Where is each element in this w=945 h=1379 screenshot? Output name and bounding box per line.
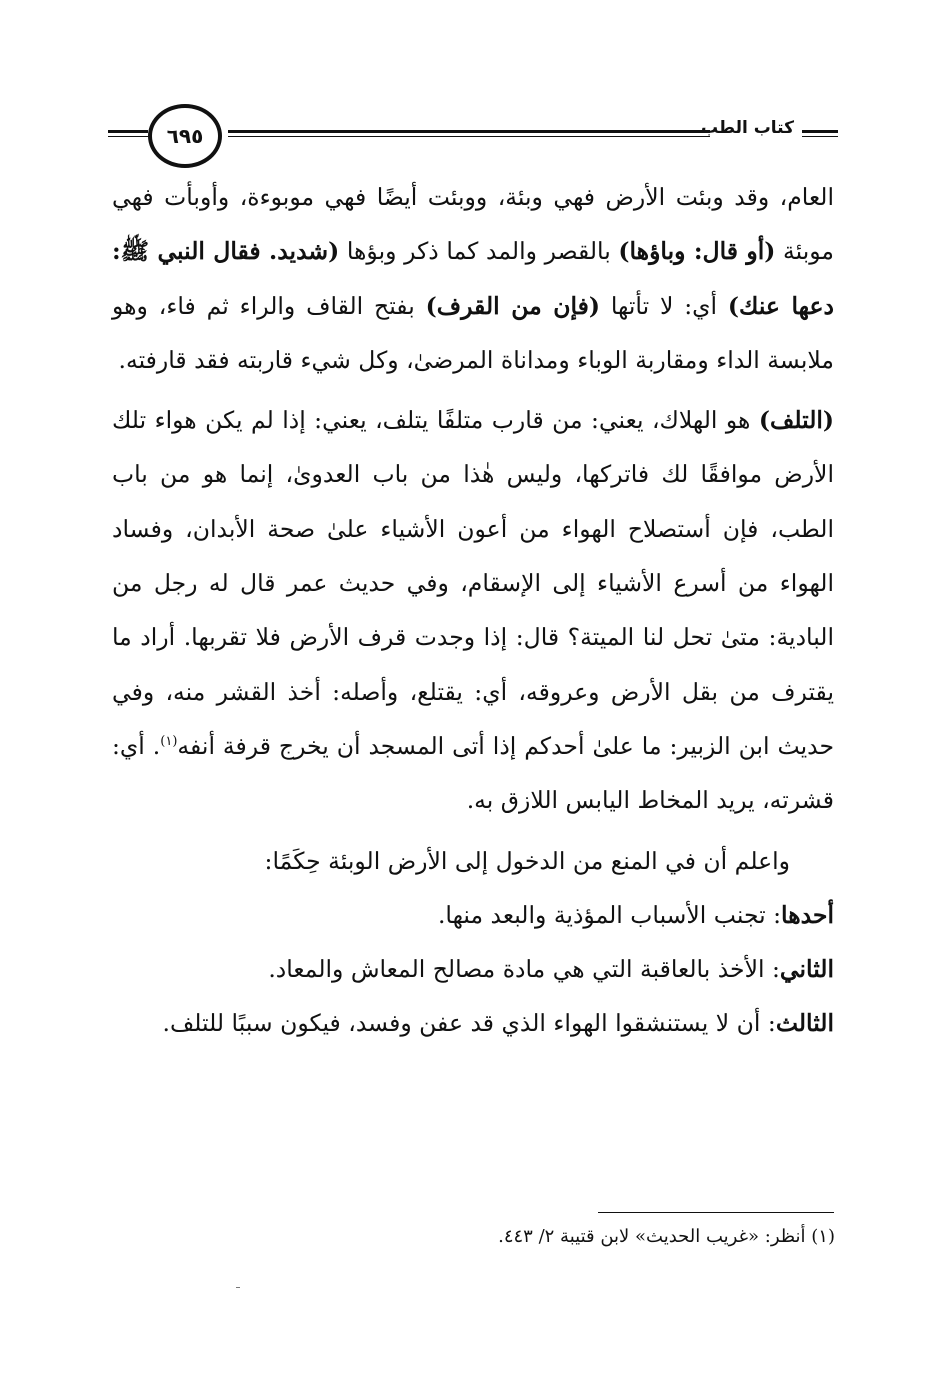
list-item-2 — [112, 942, 834, 996]
list-item-label: أحدها — [781, 900, 834, 929]
text-run: . أي: قشرته، يريد المخاط اليابس اللازق به. — [112, 731, 834, 815]
bold-run: (فإن من القرف) — [425, 291, 601, 320]
list-item-label: الثاني — [779, 955, 834, 984]
book-title: كتاب الطب — [701, 118, 794, 138]
footnote-marker: (١) — [160, 734, 178, 750]
text-run: بفتح القاف والراء ثم فاء، وهو ملابسة الداء ومقاربة الوباء ومداناة المرضىٰ، وكل شيء قاربته فقد قارفته. — [112, 291, 834, 374]
page-number: ٦٩٥ — [148, 104, 222, 168]
list-intro: واعلم أن في المنع من الدخول إلى الأرض الوبئة حِكَمًا: — [264, 846, 790, 875]
main-text — [112, 170, 834, 1051]
footnote-number: (١) — [811, 1226, 835, 1247]
list-item-3 — [112, 996, 834, 1050]
text-run: العام، وقد وبئت الأرض فهي وبئة، ووبئت أيضًا فهي موبوءة، وأوبأت فهي موبئة — [112, 183, 834, 266]
header-rule-end — [802, 130, 838, 137]
list-item-label: الثالث — [775, 1009, 834, 1038]
footnote-text: أنظر: «غريب الحديث» لابن قتيبة ٢/ ٤٤٣. — [498, 1226, 806, 1247]
bold-run: (شديد. فقال النبي ﷺ: دعها عنك) — [112, 237, 835, 320]
list-item-text: : الأخذ بالعاقبة التي هي مادة مصالح المعاش والمعاد. — [268, 955, 780, 984]
footnote — [498, 1226, 835, 1247]
list-item-text: : تجنب الأسباب المؤذية والبعد منها. — [437, 900, 782, 929]
bold-run: (التلف) — [758, 406, 834, 435]
text-run: هو الهلاك، يعني: من قارب متلفًا يتلف، يعني: إذا لم يكن هواء تلك الأرض موافقًا لك فاتركها، وليس هٰذا من باب العدوىٰ، إنما هو من باب الطب، فإن أستصلاح الهواء من أعون الأشياء علىٰ صحة الأبدان، وفساد الهواء من أسرع الأشياء إلى الإسقام، وفي حديث عمر قال له رجل من البادية: متىٰ تحل لنا الميتة؟ قال: إذا وجدت قرف الأرض فلا تقربها. أراد ما يقترف من بقل الأرض وعروقه، أي: يقتلع، وأصله: أخذ القشر منه، وفي حديث ابن الزبير: ما علىٰ أحدكم إذا أتى المسجد أن يخرج قرفة أنفه — [112, 406, 835, 760]
paragraph-1 — [112, 170, 834, 387]
list-item-text: : أن لا يستنشقوا الهواء الذي قد عفن وفسد، فيكون سببًا للتلف. — [162, 1009, 776, 1038]
bold-run: (أو قال: وباؤها) — [618, 237, 776, 266]
text-run: أي: لا تأتها — [600, 291, 728, 320]
list-item-1 — [112, 888, 834, 942]
running-header — [108, 104, 838, 164]
scan-speck — [236, 1287, 240, 1288]
text-run: بالقصر والمد كما ذكر وبؤها — [339, 237, 619, 266]
footnote-separator — [598, 1212, 834, 1213]
header-rule — [228, 130, 710, 137]
paragraph-2 — [112, 393, 834, 827]
header-rule-left — [108, 130, 148, 137]
